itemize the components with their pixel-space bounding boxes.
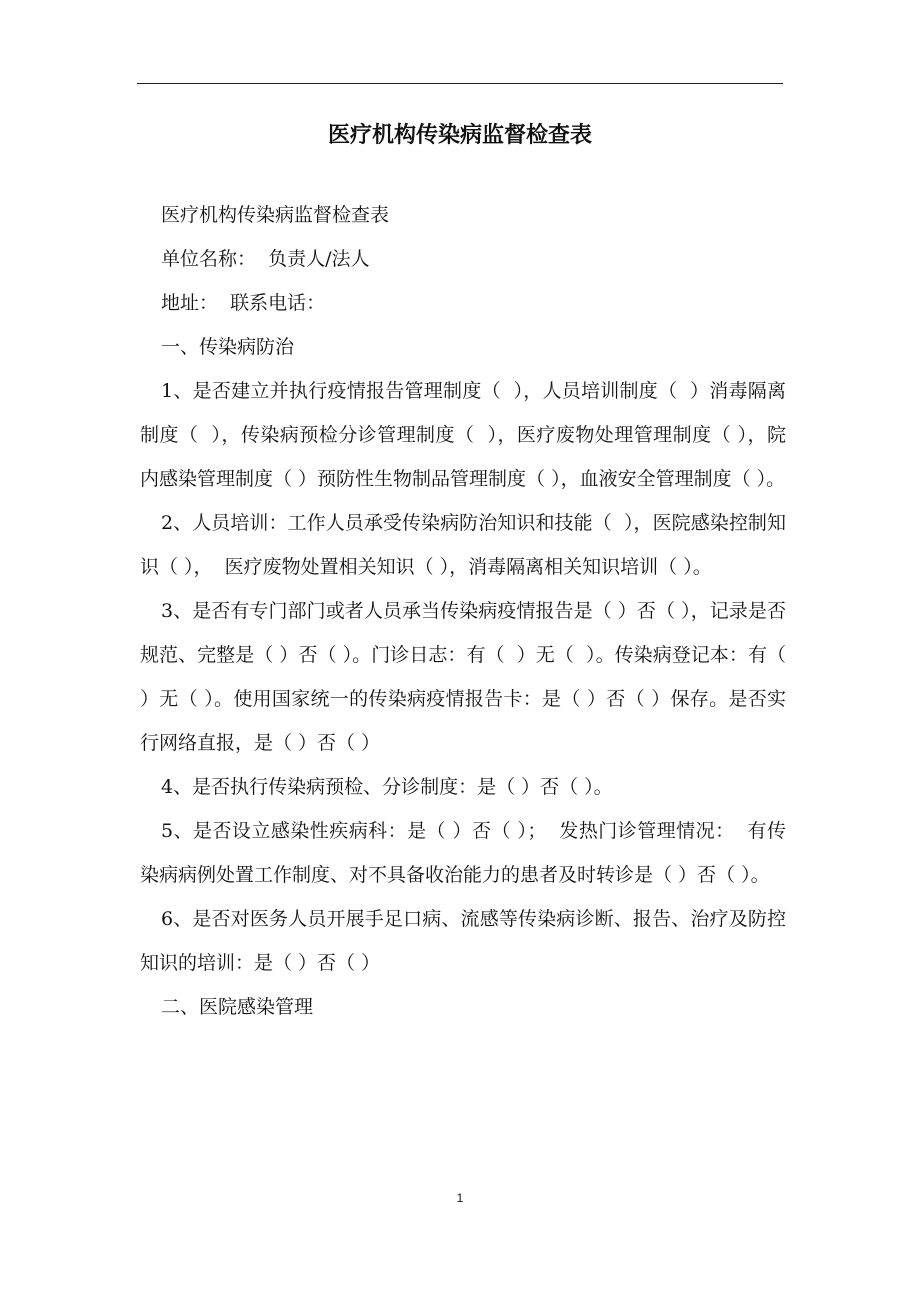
document-body [140,193,793,1029]
subtitle-paragraph: 医疗机构传染病监督检查表 [161,204,390,226]
item-4-paragraph: 4、是否执行传染病预检、分诊制度：是（ ）否（ ）。 [161,776,613,798]
address-line: 地址： 联系电话： [161,292,326,314]
item-5-paragraph: 5、是否设立感染性疾病科：是（ ）否（ ）； 发热门诊管理情况： 有传染病病例处置工作制度、对不具备收治能力的患者及时转诊是（ ）否（ ）。 [140,820,786,886]
item-2-paragraph: 2、人员培训：工作人员承受传染病防治知识和技能（ ），医院感染控制知识（ ）， 医疗废物处置相关知识（ ），消毒隔离相关知识培训（ ）。 [140,512,786,578]
section-heading-2: 二、医院感染管理 [161,996,314,1018]
page-number: 1 [456,1191,464,1205]
item-3-paragraph: 3、是否有专门部门或者人员承当传染病疫情报告是（ ）否（ ），记录是否规范、完整是（ ）否（ ）。门诊日志：有（ ）无（ ）。传染病登记本：有（ ）无（ ）。使用国家统一的传染病疫情报告卡：是（ ）否（ ）保存。是否实行网络直报，是（ ）否（ ） [140,600,793,754]
item-6-paragraph: 6、是否对医务人员开展手足口病、流感等传染病诊断、报告、治疗及防控知识的培训：是（ ）否（ ） [140,908,786,974]
document-title: 医疗机构传染病监督检查表 [327,122,592,148]
item-1-paragraph: 1、是否建立并执行疫情报告管理制度（ ），人员培训制度（ ）消毒隔离制度（ ），传染病预检分诊管理制度（ ），医疗废物处理管理制度（ ），院内感染管理制度（ ）预防性生物制品管理制度（ ），血液安全管理制度（ ）。 [140,380,786,490]
section-heading-1: 一、传染病防治 [161,336,295,358]
unit-name-line: 单位名称： 负责人/法人 [161,248,370,270]
header-rule [137,83,783,84]
